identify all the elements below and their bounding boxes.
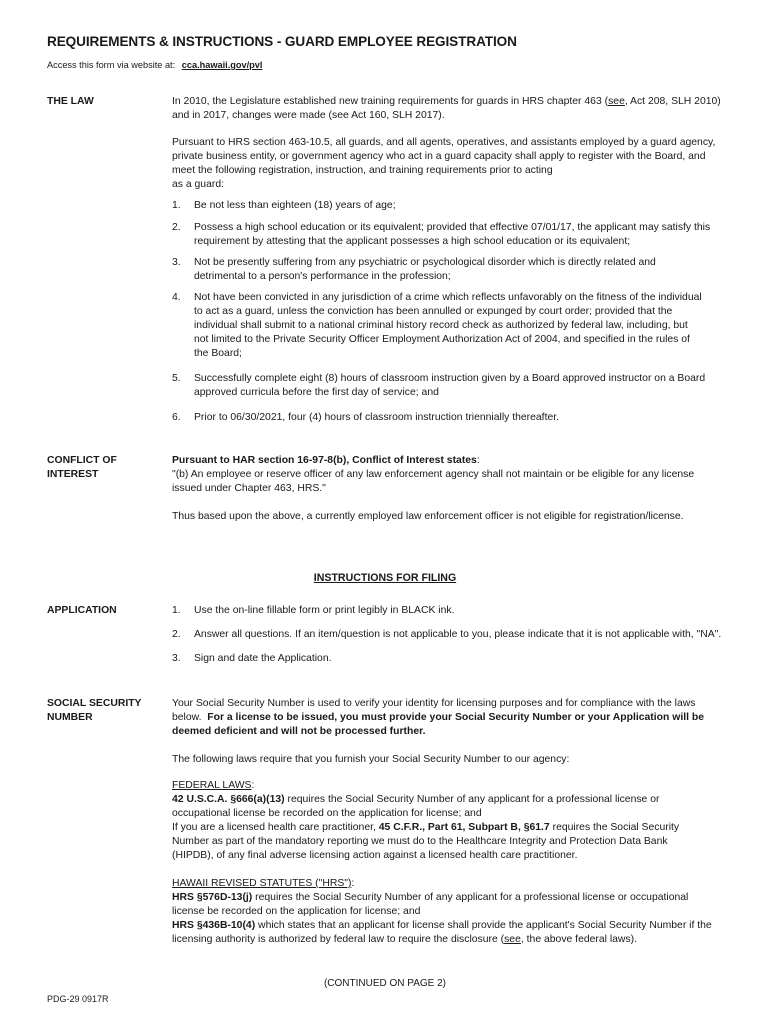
item-text: requirement by attesting that the applicant possesses a high school education or its equivalent; [194, 236, 631, 247]
see-reference: see [504, 934, 521, 945]
item-text: Possess a high school education or its equivalent; provided that effective 07/01/17, the applicant may satisfy this [194, 222, 711, 233]
federal-laws-block [172, 779, 732, 863]
item-number: 3. [172, 257, 181, 268]
item-text: Answer all questions. If an item/question is not applicable to you, please indicate that it is not applicable with, "NA". [194, 629, 722, 640]
item-text: Sign and date the Application. [194, 653, 332, 664]
conflict-heading: Pursuant to HAR section 16-97-8(b), Conflict of Interest states [172, 455, 477, 466]
label-line: NUMBER [47, 712, 93, 723]
item-text: Successfully complete eight (8) hours of classroom instruction given by a Board approved instructor on a Board [194, 373, 706, 384]
conflict-quote: "(b) An employee or reserve officer of any law enforcement agency shall not maintain or be eligible for any license [172, 469, 695, 480]
item-text: detrimental to a person's performance in the profession; [194, 271, 451, 282]
law-text: , Act 208, SLH 2010) [624, 96, 721, 107]
ssn-text: license be recorded on the application for license; and [172, 906, 421, 917]
law-text: and in 2017, changes were made (see Act 160, SLH 2017). [172, 110, 445, 121]
ssn-text: requires the Social Security Number of any applicant for a professional license or occupational [252, 892, 689, 903]
continued-note: (CONTINUED ON PAGE 2) [323, 978, 447, 989]
law-text: as a guard: [172, 179, 224, 190]
access-prefix: Access this form via website at: [47, 60, 176, 70]
item-number: 2. [172, 222, 181, 233]
law-paragraph-2 [172, 136, 732, 192]
ssn-text: If you are a licensed health care practitioner, [172, 822, 379, 833]
item-text: individual shall submit to a national criminal history record check as authorized by federal law, including, but [194, 320, 688, 331]
item-text: Prior to 06/30/2021, four (4) hours of classroom instruction triennially thereafter. [194, 412, 560, 423]
item-number: 5. [172, 373, 181, 384]
item-number: 3. [172, 653, 181, 664]
item-text: Not have been convicted in any jurisdiction of a crime which reflects unfavorably on the fitness of the individual [194, 292, 702, 303]
section-label-application: APPLICATION [47, 605, 117, 616]
statute-citation: 45 C.F.R., Part 61, Subpart B, §61.7 [378, 822, 550, 833]
federal-laws-heading: FEDERAL LAWS [172, 780, 252, 791]
item-number: 6. [172, 412, 181, 423]
section-label-the-law: THE LAW [47, 96, 94, 107]
item-number: 4. [172, 292, 181, 303]
section-label-social-security-number [47, 697, 142, 725]
law-text: private business entity, or government agency who act in a guard capacity shall apply to register with the Board, and [172, 151, 706, 162]
ssn-bold-text: For a license to be issued, you must provide your Social Security Number or your Application will be [207, 712, 704, 723]
law-text: meet the following registration, instruction, and training requirements prior to acting [172, 165, 553, 176]
item-number: 2. [172, 629, 181, 640]
ssn-text: below. [172, 712, 208, 723]
label-line: SOCIAL SECURITY [47, 698, 142, 709]
ssn-text: Your Social Security Number is used to verify your identity for licensing purposes and for compliance with the laws [172, 698, 696, 709]
statute-citation: HRS §436B-10(4) [172, 920, 256, 931]
item-text: approved curricula before the first day of service; and [194, 387, 439, 398]
colon: : [251, 780, 255, 791]
page-title: REQUIREMENTS & INSTRUCTIONS - GUARD EMPLOYEE REGISTRATION [47, 34, 517, 49]
hrs-block [172, 877, 732, 947]
ssn-text: (HIPDB), of any final adverse licensing action against a licensed health care practitioner. [172, 850, 578, 861]
item-text: to act as a guard, unless the conviction has been annulled or expunged by court order; provided that the [194, 306, 673, 317]
ssn-text: requires the Social Security Number of any applicant for a professional license or [284, 794, 660, 805]
ssn-bold-text: deemed deficient and will not be processed further. [172, 726, 426, 737]
ssn-paragraph-2: The following laws require that you furnish your Social Security Number to our agency: [172, 754, 570, 765]
label-line: CONFLICT OF [47, 455, 117, 466]
conflict-text [172, 454, 732, 496]
statute-citation: 42 U.S.C.A. §666(a)(13) [172, 794, 285, 805]
ssn-text: requires the Social Security [549, 822, 680, 833]
hrs-heading: HAWAII REVISED STATUTES ("HRS") [172, 878, 352, 889]
label-line: INTEREST [47, 469, 99, 480]
ssn-text: licensing authority is authorized by federal law to require the disclosure ( [172, 934, 505, 945]
item-text: Be not less than eighteen (18) years of age; [194, 200, 396, 211]
item-number: 1. [172, 200, 181, 211]
law-paragraph-1 [172, 95, 732, 123]
section-label-conflict-of-interest [47, 454, 117, 482]
ssn-text: , the above federal laws). [520, 934, 637, 945]
statute-citation: HRS §576D-13(j) [172, 892, 253, 903]
conflict-conclusion: Thus based upon the above, a currently employed law enforcement officer is not eligible for registration/license. [172, 511, 684, 522]
access-line [47, 58, 262, 72]
colon: : [351, 878, 355, 889]
law-text: Pursuant to HRS section 463-10.5, all guards, and all agents, operatives, and assistants employed by a guard agency, [172, 137, 716, 148]
law-text: In 2010, the Legislature established new training requirements for guards in HRS chapter 463 ( [172, 96, 609, 107]
form-id: PDG-29 0917R [47, 994, 109, 1004]
conflict-quote: issued under Chapter 463, HRS." [172, 483, 326, 494]
ssn-paragraph-1 [172, 697, 732, 739]
item-text: Not be presently suffering from any psychiatric or psychological disorder which is directly related and [194, 257, 656, 268]
see-reference: see [608, 96, 625, 107]
item-text: the Board; [194, 348, 242, 359]
website-link[interactable]: cca.hawaii.gov/pvl [181, 60, 263, 70]
item-text: not limited to the Private Security Officer Employment Authorization Act of 2004, and specified in the rules of [194, 334, 690, 345]
instructions-heading: INSTRUCTIONS FOR FILING [313, 572, 457, 584]
ssn-text: occupational license be recorded on the application for license; and [172, 808, 482, 819]
ssn-text: Number as part of the mandatory reporting we must do to the Healthcare Integrity and Protection Data Bank [172, 836, 668, 847]
ssn-text: which states that an applicant for license shall provide the applicant's Social Security Number if the [255, 920, 712, 931]
item-text: Use the on-line fillable form or print legibly in BLACK ink. [194, 605, 455, 616]
colon: : [476, 455, 480, 466]
item-number: 1. [172, 605, 181, 616]
